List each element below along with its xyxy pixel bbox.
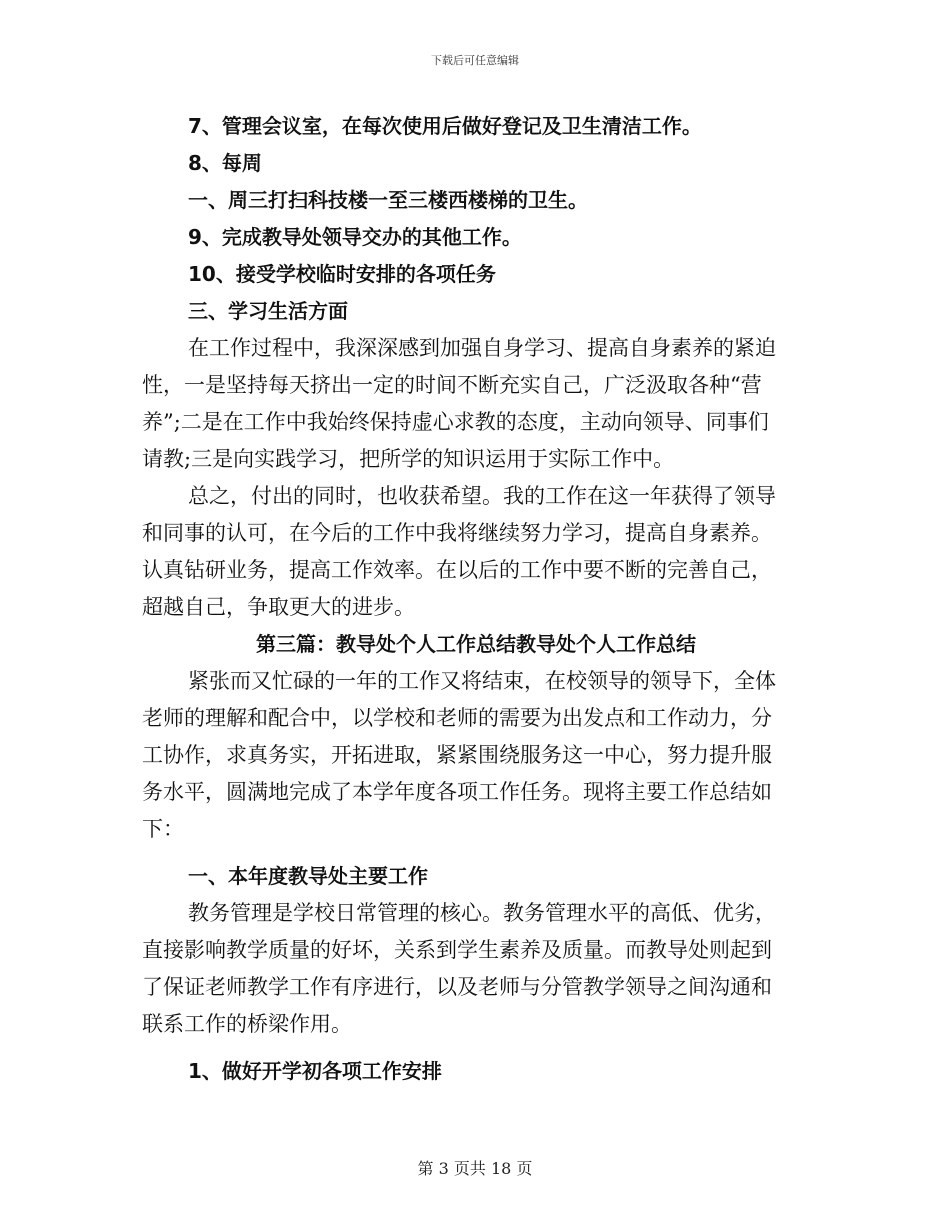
text-line: 下： bbox=[142, 817, 184, 841]
text-line: 超越自己，争取更大的进步。 bbox=[142, 595, 415, 619]
section-title: 第三篇：教导处个人工作总结教导处个人工作总结 bbox=[256, 632, 696, 656]
heading-main-work: 一、本年度教导处主要工作 bbox=[188, 864, 428, 888]
text-line: 在工作过程中，我深深感到加强自身学习、提高自身素养的紧迫 bbox=[188, 336, 776, 360]
text-line: 务水平，圆满地完成了本学年度各项工作任务。现将主要工作总结如 bbox=[142, 780, 772, 804]
text-line: 了保证老师教学工作有序进行，以及老师与分管教学领导之间沟通和 bbox=[142, 975, 772, 999]
paragraph-study bbox=[142, 330, 810, 478]
paragraph-intro bbox=[142, 663, 810, 848]
list-item: 一、周三打扫科技楼一至三楼西楼梯的卫生。 bbox=[188, 188, 588, 212]
paragraph-management bbox=[142, 895, 810, 1043]
page-header: 下载后可任意编辑 bbox=[431, 54, 519, 67]
list-item: 8、每周 bbox=[188, 151, 262, 175]
paragraph-conclusion bbox=[142, 478, 810, 626]
text-line: 工协作，求真务实，开拓进取，紧紧围绕服务这一中心，努力提升服 bbox=[142, 743, 772, 767]
document-body bbox=[142, 108, 810, 1090]
text-line: 养”;二是在工作中我始终保持虚心求教的态度，主动向领导、同事们 bbox=[142, 410, 769, 434]
heading-start-of-term: 1、做好开学初各项工作安排 bbox=[188, 1059, 442, 1083]
text-line: 教务管理是学校日常管理的核心。教务管理水平的高低、优劣， bbox=[188, 901, 776, 925]
section-heading: 三、学习生活方面 bbox=[188, 299, 348, 323]
text-line: 联系工作的桥梁作用。 bbox=[142, 1012, 352, 1036]
text-line: 请教;三是向实践学习，把所学的知识运用于实际工作中。 bbox=[142, 447, 675, 471]
list-item: 10、接受学校临时安排的各项任务 bbox=[188, 262, 496, 286]
list-item: 9、完成教导处领导交办的其他工作。 bbox=[188, 225, 522, 249]
text-line: 紧张而又忙碌的一年的工作又将结束，在校领导的领导下，全体 bbox=[188, 669, 776, 693]
text-line: 直接影响教学质量的好坏，关系到学生素养及质量。而教导处则起到 bbox=[142, 938, 772, 962]
text-line: 老师的理解和配合中，以学校和老师的需要为出发点和工作动力，分 bbox=[142, 706, 772, 730]
page-number: 第 3 页共 18 页 bbox=[417, 1159, 533, 1178]
text-line: 和同事的认可，在今后的工作中我将继续努力学习，提高自身素养。 bbox=[142, 521, 772, 545]
text-line: 认真钻研业务，提高工作效率。在以后的工作中要不断的完善自己， bbox=[142, 558, 772, 582]
text-line: 总之，付出的同时，也收获希望。我的工作在这一年获得了领导 bbox=[188, 484, 776, 508]
list-item: 7、管理会议室，在每次使用后做好登记及卫生清洁工作。 bbox=[188, 114, 702, 138]
text-line: 性，一是坚持每天挤出一定的时间不断充实自己，广泛汲取各种“营 bbox=[142, 373, 762, 397]
